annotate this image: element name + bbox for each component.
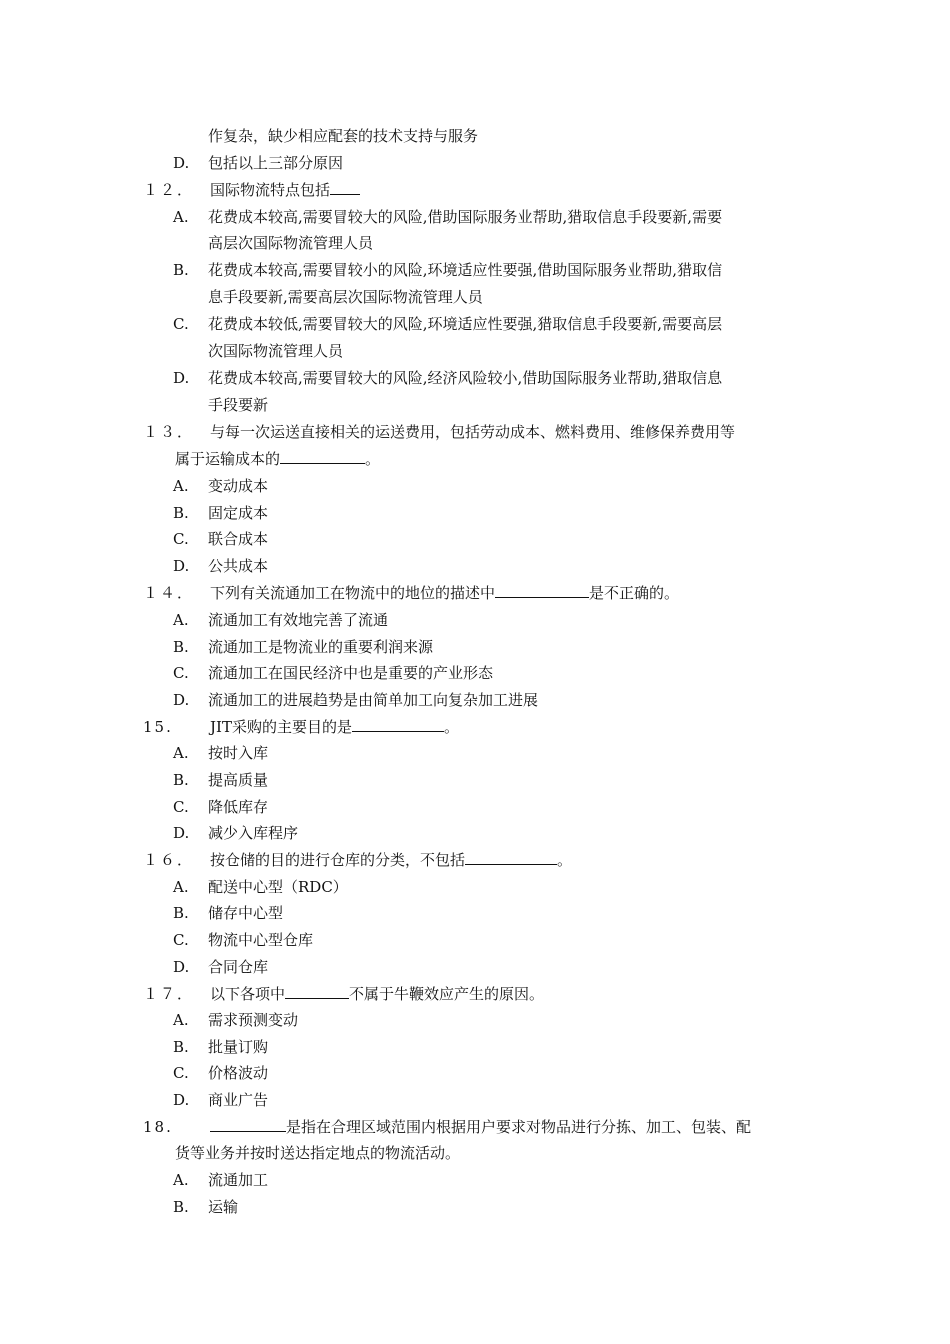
answer-blank	[285, 984, 349, 999]
question-number: １６．	[143, 851, 195, 869]
option-label: C.	[173, 931, 189, 949]
option-text: 配送中心型（RDC）	[208, 878, 348, 896]
option-text: 批量订购	[208, 1038, 269, 1056]
option-text: 包括以上三部分原因	[208, 154, 344, 172]
question-text: JIT采购的主要目的是 。	[210, 718, 459, 736]
option-text: 花费成本较高,需要冒较大的风险,借助国际服务业帮助,猎取信息手段要新,需要	[208, 208, 723, 226]
option-text: 提高质量	[208, 771, 269, 789]
option-label: C.	[173, 664, 189, 682]
question-number: １３．	[143, 423, 195, 441]
option-continuation: 手段要新	[208, 396, 269, 414]
question-number: １４．	[143, 584, 195, 602]
option-text: 储存中心型	[208, 904, 284, 922]
option-label: B.	[173, 261, 189, 279]
question-text: 与每一次运送直接相关的运送费用，包括劳动成本、燃料费用、维修保养费用等	[210, 423, 736, 441]
option-label: A.	[173, 1171, 189, 1189]
option-label: D.	[173, 691, 190, 709]
option-label: A.	[173, 208, 189, 226]
option-label: B.	[173, 904, 189, 922]
option-text: 减少入库程序	[208, 824, 299, 842]
question-number: １７．	[143, 985, 195, 1003]
option-label: D.	[173, 958, 190, 976]
answer-blank	[330, 180, 360, 195]
option-text: 花费成本较高,需要冒较大的风险,经济风险较小,借助国际服务业帮助,猎取信息	[208, 369, 723, 387]
option-text: 公共成本	[208, 557, 269, 575]
question-text: 是指在合理区域范围内根据用户要求对物品进行分拣、加工、包装、配	[210, 1117, 751, 1137]
option-continuation: 息手段要新,需要高层次国际物流管理人员	[208, 288, 483, 306]
option-text: 需求预测变动	[208, 1011, 299, 1029]
option-text: 价格波动	[208, 1064, 269, 1082]
option-label: D.	[173, 369, 190, 387]
option-continuation: 高层次国际物流管理人员	[208, 234, 374, 252]
option-label: C.	[173, 798, 189, 816]
option-text: 物流中心型仓库	[208, 931, 314, 949]
option-text: 花费成本较高,需要冒较小的风险,环境适应性要强,借助国际服务业帮助,猎取信	[208, 261, 723, 279]
option-text: 降低库存	[208, 798, 269, 816]
option-label: C.	[173, 1064, 189, 1082]
option-text: 变动成本	[208, 477, 269, 495]
option-text: 运输	[208, 1198, 239, 1216]
question-number: １２．	[143, 181, 195, 199]
option-label: B.	[173, 504, 189, 522]
option-continuation: 作复杂，缺少相应配套的技术支持与服务	[208, 127, 479, 145]
option-text: 联合成本	[208, 530, 269, 548]
option-label: C.	[173, 315, 189, 333]
option-label: A.	[173, 477, 189, 495]
option-label: D.	[173, 824, 190, 842]
question-text: 按仓储的目的进行仓库的分类，不包括 。	[210, 851, 573, 869]
option-text: 流通加工的进展趋势是由简单加工向复杂加工进展	[208, 691, 539, 709]
answer-blank	[280, 449, 365, 464]
question-text: 下列有关流通加工在物流中的地位的描述中 是不正确的。	[210, 584, 680, 602]
option-label: B.	[173, 1198, 189, 1216]
option-text: 合同仓库	[208, 958, 269, 976]
answer-blank	[495, 583, 589, 598]
option-label: D.	[173, 557, 190, 575]
option-text: 按时入库	[208, 744, 269, 762]
answer-blank	[465, 850, 557, 865]
option-label: D.	[173, 1091, 190, 1109]
question-continuation: 属于运输成本的 。	[175, 450, 381, 468]
option-label: D.	[173, 154, 190, 172]
option-label: A.	[173, 878, 189, 896]
question-number: 15.	[143, 718, 173, 736]
option-label: B.	[173, 771, 189, 789]
question-number: 18.	[143, 1118, 173, 1136]
question-text: 国际物流特点包括	[210, 180, 360, 200]
option-text: 流通加工	[208, 1171, 269, 1189]
option-text: 流通加工有效地完善了流通	[208, 611, 389, 629]
question-continuation: 货等业务并按时送达指定地点的物流活动。	[175, 1144, 461, 1162]
answer-blank	[210, 1117, 286, 1132]
option-text: 固定成本	[208, 504, 269, 522]
answer-blank	[352, 717, 444, 732]
option-continuation: 次国际物流管理人员	[208, 342, 344, 360]
option-text: 花费成本较低,需要冒较大的风险,环境适应性要强,猎取信息手段要新,需要高层	[208, 315, 723, 333]
option-label: C.	[173, 530, 189, 548]
option-label: B.	[173, 638, 189, 656]
option-label: A.	[173, 1011, 189, 1029]
option-label: B.	[173, 1038, 189, 1056]
option-label: A.	[173, 744, 189, 762]
option-text: 流通加工是物流业的重要利润来源	[208, 638, 434, 656]
option-label: A.	[173, 611, 189, 629]
option-text: 商业广告	[208, 1091, 269, 1109]
option-text: 流通加工在国民经济中也是重要的产业形态	[208, 664, 494, 682]
question-text: 以下各项中 不属于牛鞭效应产生的原因。	[210, 985, 545, 1003]
